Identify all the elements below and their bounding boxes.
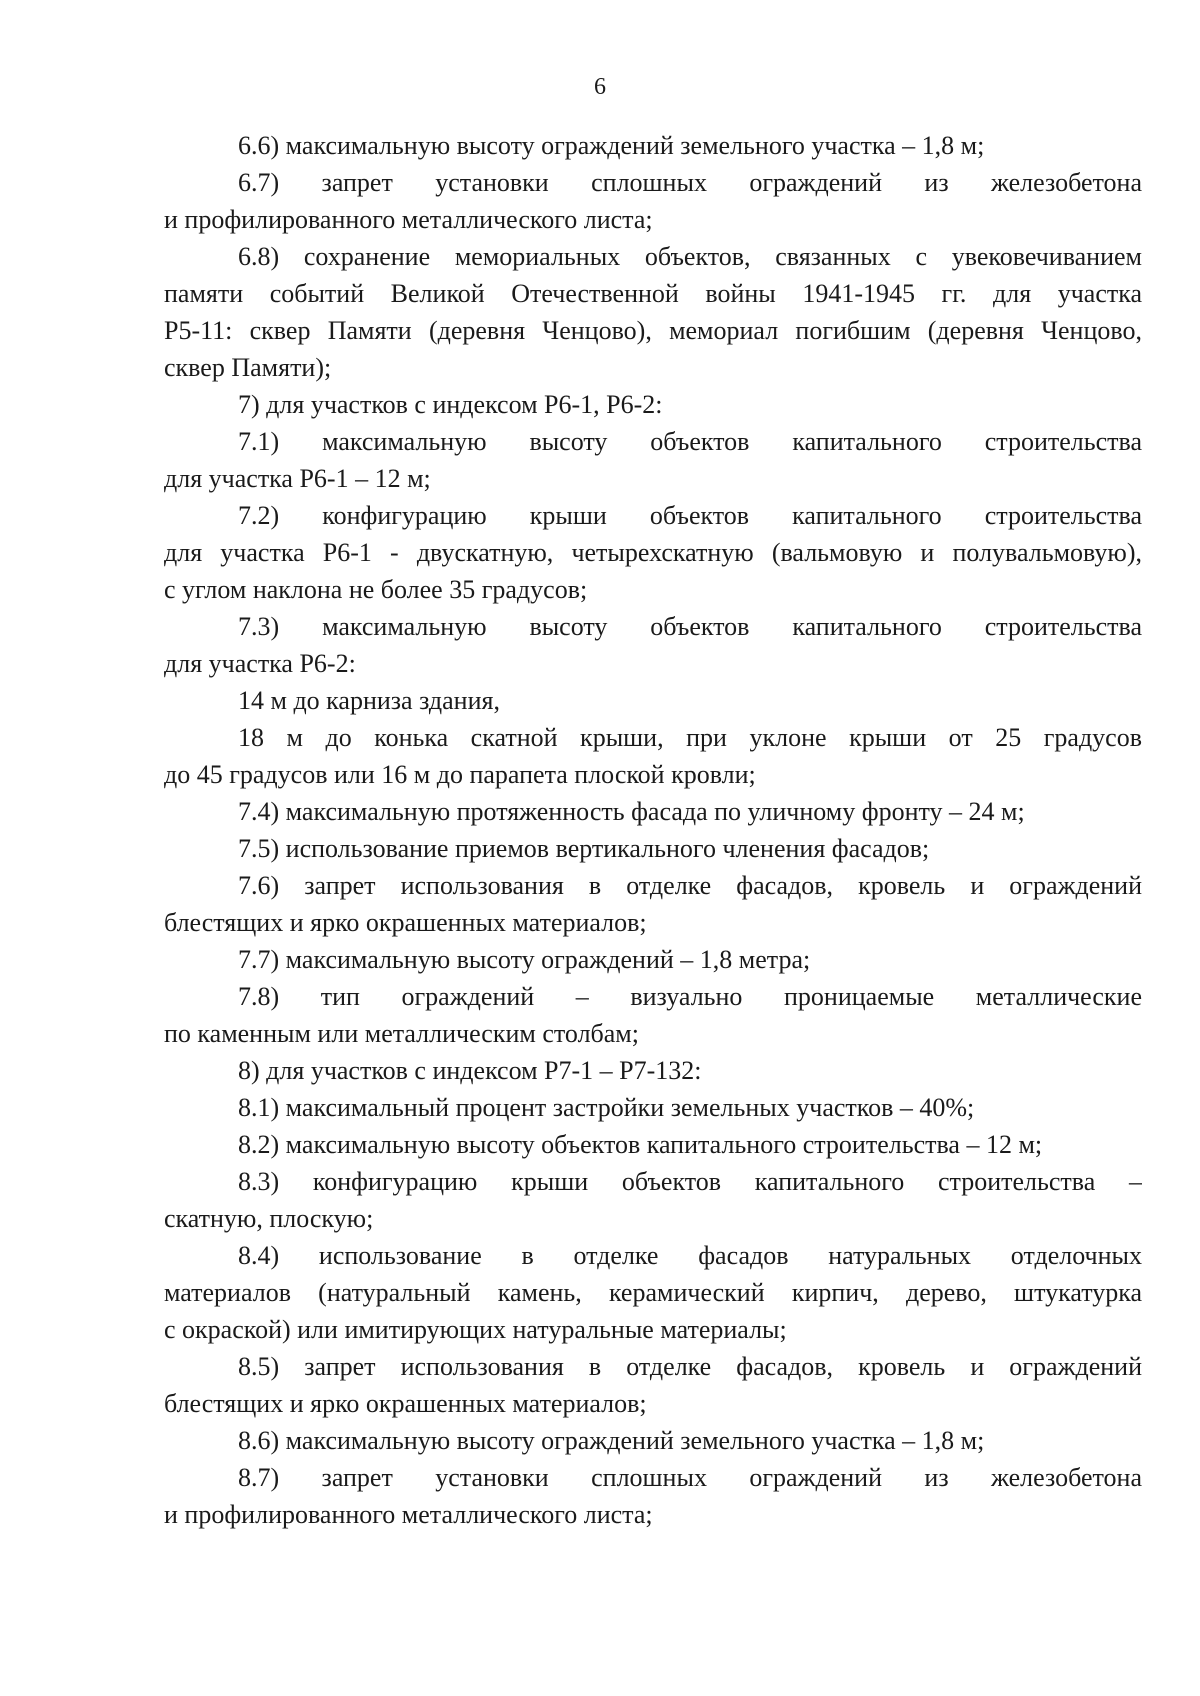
text-line: 7) для участков с индексом Р6-1, Р6-2: bbox=[238, 390, 663, 419]
text-line: и профилированного металлического листа; bbox=[164, 205, 653, 234]
document-body bbox=[164, 127, 1142, 1533]
text-line: 8.4) использование в отделке фасадов натуральных отделочных bbox=[238, 1241, 1142, 1270]
text-line: 7.1) максимальную высоту объектов капитального строительства bbox=[238, 427, 1142, 456]
text-line: 7.4) максимальную протяженность фасада по уличному фронту – 24 м; bbox=[238, 797, 1025, 826]
text-line: с окраской) или имитирующих натуральные материалы; bbox=[164, 1315, 787, 1344]
text-line: по каменным или металлическим столбам; bbox=[164, 1019, 639, 1048]
text-line: 6.7) запрет установки сплошных ограждений из железобетона bbox=[238, 168, 1142, 197]
text-line: блестящих и ярко окрашенных материалов; bbox=[164, 908, 647, 937]
text-line: 8.7) запрет установки сплошных ограждений из железобетона bbox=[238, 1463, 1142, 1492]
text-line: с углом наклона не более 35 градусов; bbox=[164, 575, 588, 604]
text-line: 6.6) максимальную высоту ограждений земельного участка – 1,8 м; bbox=[238, 131, 985, 160]
text-line: 7.5) использование приемов вертикального членения фасадов; bbox=[238, 834, 930, 863]
text-line: 8.6) максимальную высоту ограждений земельного участка – 1,8 м; bbox=[238, 1426, 985, 1455]
text-line: 8.2) максимальную высоту объектов капитального строительства – 12 м; bbox=[238, 1130, 1043, 1159]
text-line: для участка Р6-2: bbox=[164, 649, 356, 678]
page-number: 6 bbox=[594, 74, 606, 100]
text-line: 8) для участков с индексом Р7-1 – Р7-132: bbox=[238, 1056, 702, 1085]
text-line: 7.3) максимальную высоту объектов капитального строительства bbox=[238, 612, 1142, 641]
text-line: и профилированного металлического листа; bbox=[164, 1500, 653, 1529]
text-line: памяти событий Великой Отечественной войны 1941-1945 гг. для участка bbox=[164, 279, 1142, 308]
text-line: 8.1) максимальный процент застройки земельных участков – 40%; bbox=[238, 1093, 975, 1122]
text-line: Р5-11: сквер Памяти (деревня Ченцово), мемориал погибшим (деревня Ченцово, bbox=[164, 316, 1142, 345]
text-line: до 45 градусов или 16 м до парапета плоской кровли; bbox=[164, 760, 756, 789]
text-line: 7.2) конфигурацию крыши объектов капитального строительства bbox=[238, 501, 1142, 530]
text-line: блестящих и ярко окрашенных материалов; bbox=[164, 1389, 647, 1418]
text-line: 18 м до конька скатной крыши, при уклоне крыши от 25 градусов bbox=[238, 723, 1142, 752]
text-line: 7.8) тип ограждений – визуально проницаемые металлические bbox=[238, 982, 1142, 1011]
text-line: сквер Памяти); bbox=[164, 353, 332, 382]
text-line: для участка Р6-1 – 12 м; bbox=[164, 464, 431, 493]
text-line: 14 м до карниза здания, bbox=[238, 686, 500, 715]
text-line: 6.8) сохранение мемориальных объектов, связанных с увековечиванием bbox=[238, 242, 1142, 271]
text-line: 8.3) конфигурацию крыши объектов капитального строительства – bbox=[238, 1167, 1142, 1196]
text-line: материалов (натуральный камень, керамический кирпич, дерево, штукатурка bbox=[164, 1278, 1142, 1307]
text-line: 7.7) максимальную высоту ограждений – 1,8 метра; bbox=[238, 945, 811, 974]
text-line: скатную, плоскую; bbox=[164, 1204, 374, 1233]
text-line: 8.5) запрет использования в отделке фасадов, кровель и ограждений bbox=[238, 1352, 1142, 1381]
text-line: для участка Р6-1 - двускатную, четырехскатную (вальмовую и полувальмовую), bbox=[164, 538, 1142, 567]
text-line: 7.6) запрет использования в отделке фасадов, кровель и ограждений bbox=[238, 871, 1142, 900]
